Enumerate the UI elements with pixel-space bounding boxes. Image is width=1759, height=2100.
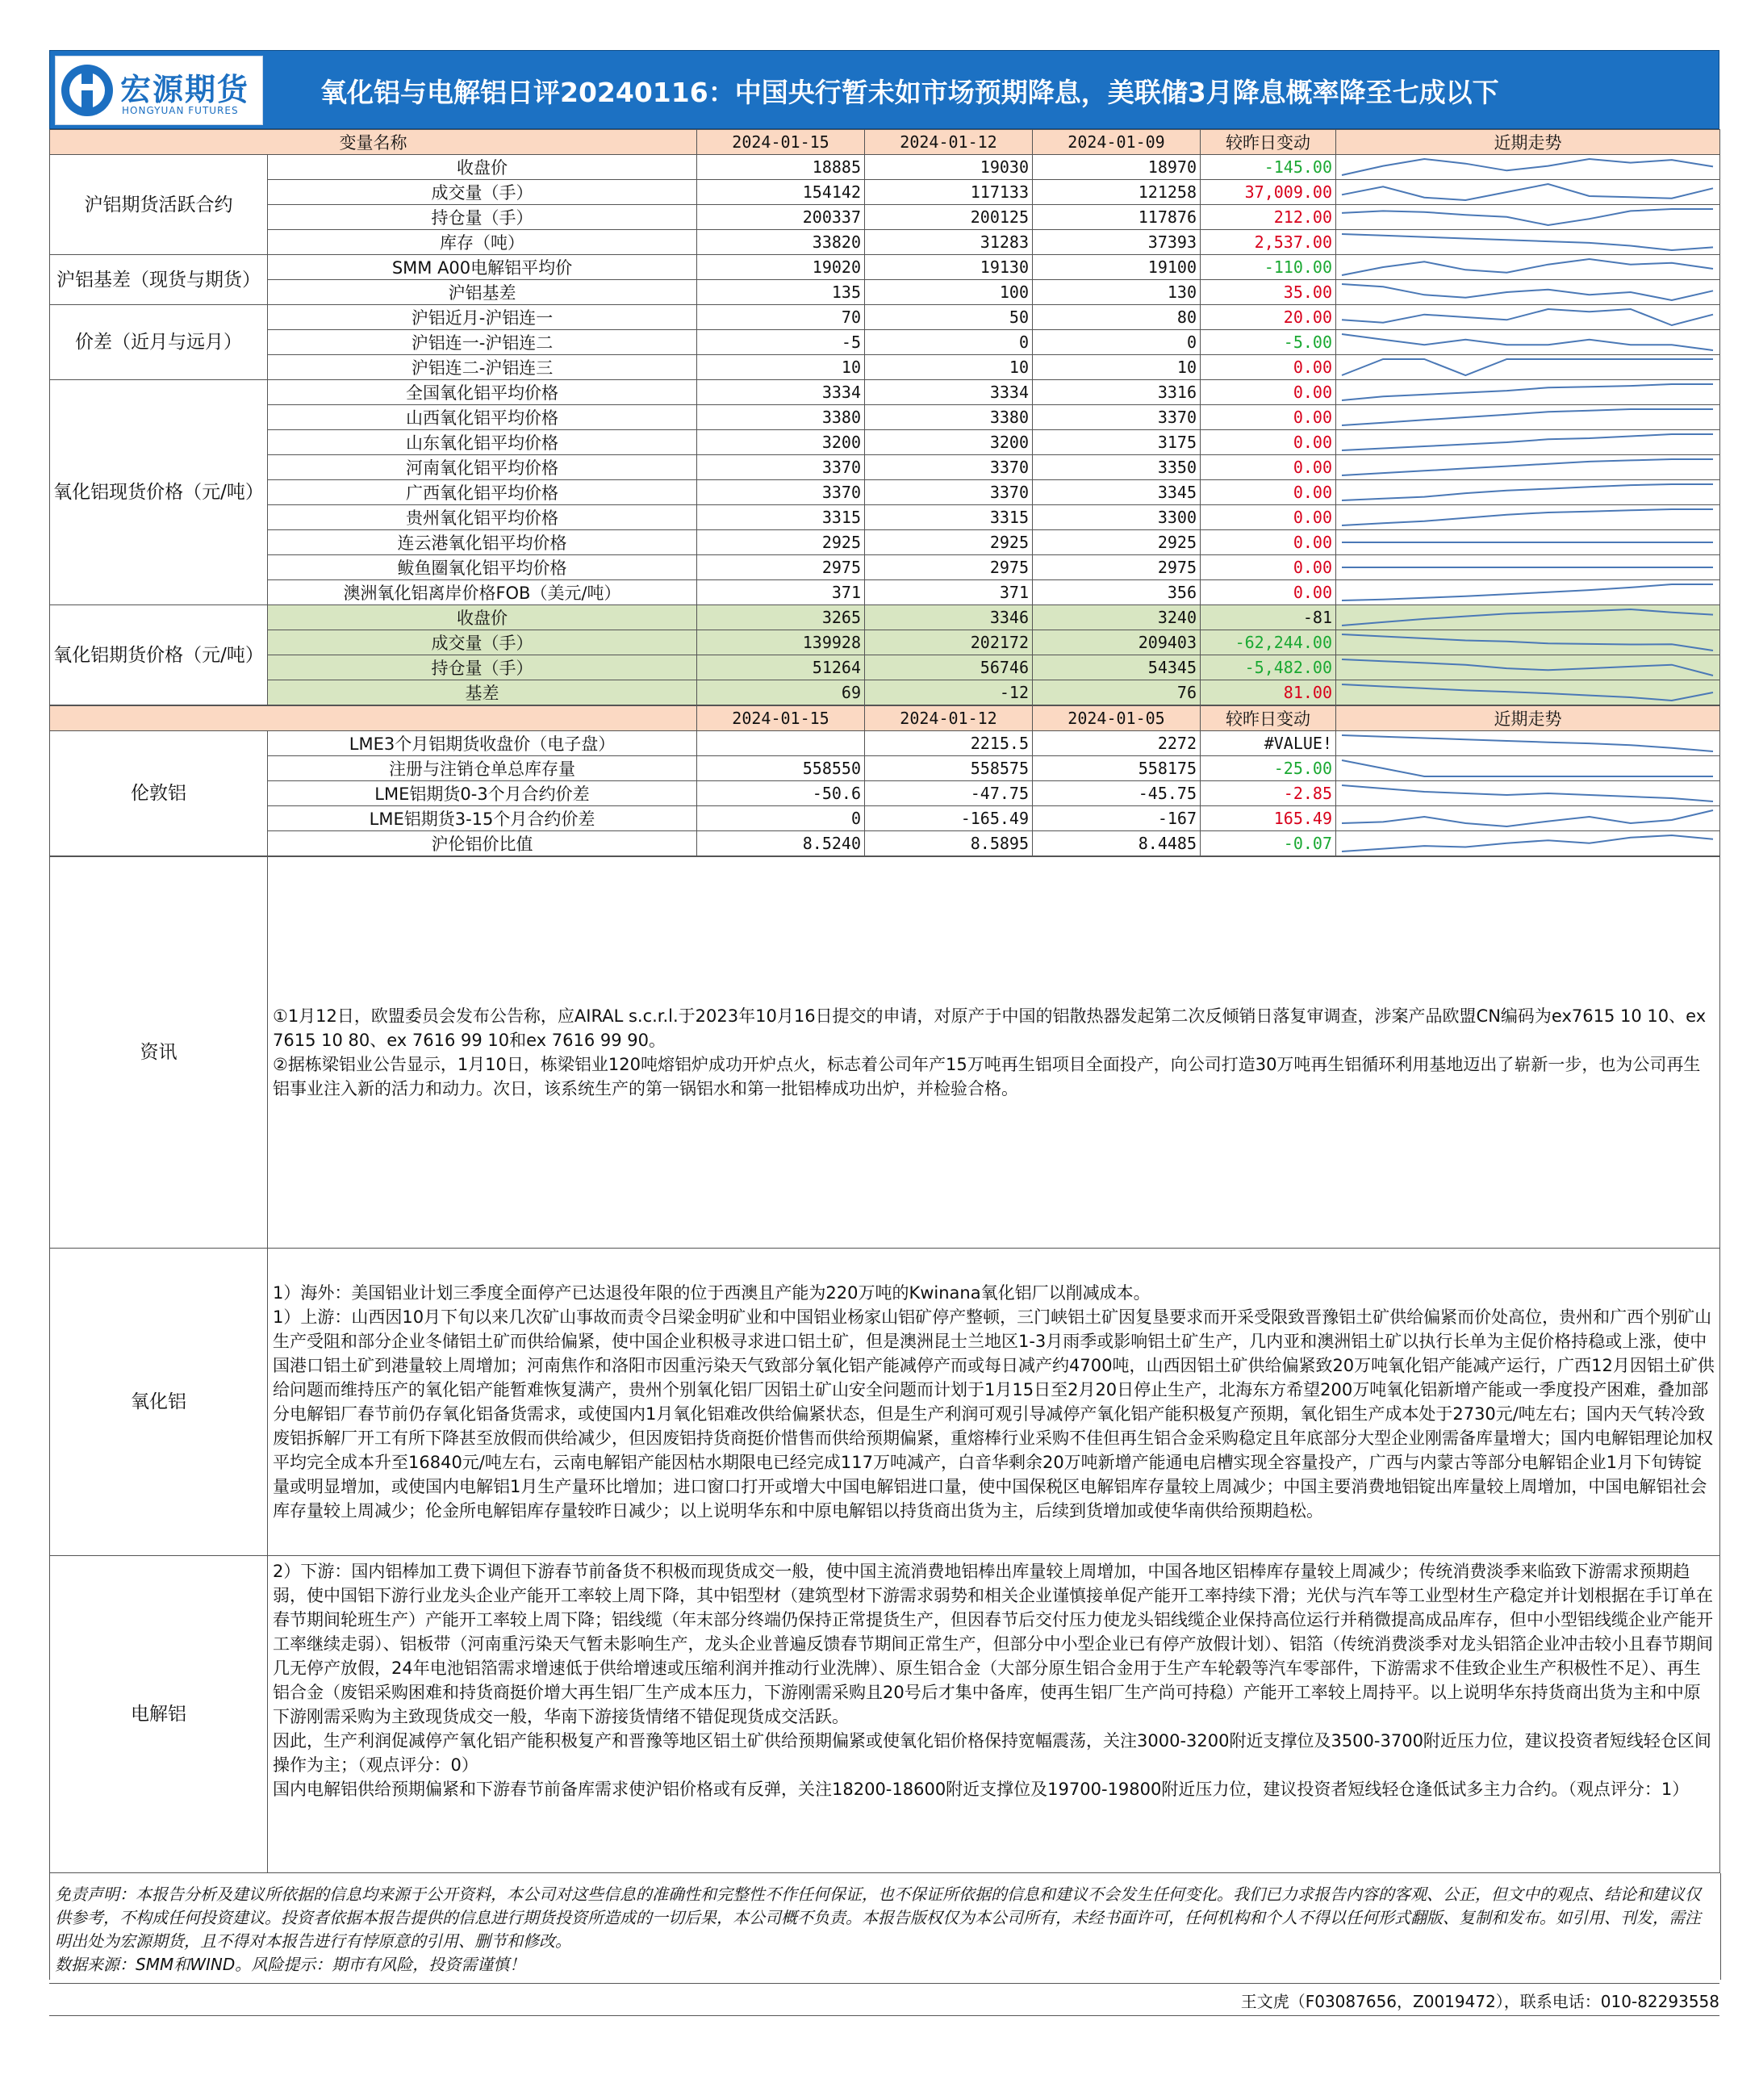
disclaimer [49, 1873, 1721, 1980]
lme-header-date-1: 2024-01-15 [697, 706, 865, 731]
sparkline [1339, 482, 1715, 503]
trend-cell [1336, 630, 1720, 655]
london-aluminium-table [49, 705, 1720, 856]
value-date-1-cell [697, 731, 865, 756]
trend-cell [1336, 530, 1720, 555]
variable-name-cell: LME铝期货3-15个月合约价差 [268, 806, 697, 831]
change-cell: 35.00 [1201, 280, 1336, 305]
sparkline [1339, 808, 1715, 829]
data-source-text: 数据来源：SMM和WIND。风险提示：期市有风险，投资需谨慎！ [55, 1955, 526, 1974]
value-date-1-cell: 3315 [697, 505, 865, 530]
trend-cell [1336, 430, 1720, 455]
value-date-3-cell: 3350 [1033, 455, 1201, 480]
variable-name-cell: 贵州氧化铝平均价格 [268, 505, 697, 530]
table-row [50, 155, 1720, 180]
table-row [50, 205, 1720, 230]
value-date-1-cell: 18885 [697, 155, 865, 180]
sparkline [1339, 758, 1715, 779]
change-cell: -145.00 [1201, 155, 1336, 180]
table-row [50, 605, 1720, 630]
electrolytic-category: 电解铝 [50, 1556, 268, 1873]
sparkline [1339, 432, 1715, 453]
sparkline [1339, 407, 1715, 428]
value-date-2-cell: 2975 [865, 555, 1033, 580]
value-date-3-cell: 0 [1033, 330, 1201, 355]
lme-header-date-2: 2024-01-12 [865, 706, 1033, 731]
sparkline [1339, 257, 1715, 278]
trend-cell [1336, 305, 1720, 330]
value-date-2-cell: 19030 [865, 155, 1033, 180]
table-row [50, 305, 1720, 330]
table-row [50, 430, 1720, 455]
value-date-2-cell: 8.5895 [865, 831, 1033, 856]
variable-name-cell: 注册与注销仓单总库存量 [268, 756, 697, 781]
change-cell: -0.07 [1201, 831, 1336, 856]
electrolytic-conclusion-1: 因此，生产利润促减停产氧化铝产能积极复产和晋豫等地区铝土矿供给预期偏紧或使氧化铝价格保持宽幅震荡，关注3000-3200附近支撑位及3500-3700附近压力位，建议投资者短线轻仓区间操作为主；（观点评分：0） [273, 1731, 1711, 1775]
value-date-2-cell: 100 [865, 280, 1033, 305]
value-date-3-cell: 76 [1033, 680, 1201, 705]
change-cell: 0.00 [1201, 530, 1336, 555]
table-header-row [50, 130, 1720, 155]
category-cell: 氧化铝期货价格（元/吨） [50, 605, 268, 705]
variable-name-cell: 沪铝连一-沪铝连二 [268, 330, 697, 355]
variable-name-cell: 成交量（手） [268, 630, 697, 655]
sparkline [1339, 783, 1715, 804]
sparkline [1339, 632, 1715, 653]
table-row [50, 230, 1720, 255]
value-date-3-cell: 3240 [1033, 605, 1201, 630]
value-date-3-cell: 10 [1033, 355, 1201, 380]
sparkline-path [1342, 234, 1713, 250]
sparkline-path [1342, 484, 1713, 500]
sparkline [1339, 157, 1715, 178]
value-date-1-cell: 0 [697, 806, 865, 831]
sparkline-path [1342, 334, 1713, 350]
table-row [50, 580, 1720, 605]
change-cell: 0.00 [1201, 480, 1336, 505]
sparkline [1339, 182, 1715, 203]
sparkline-path [1342, 159, 1713, 175]
value-date-2-cell: 117133 [865, 180, 1033, 205]
trend-cell [1336, 355, 1720, 380]
value-date-3-cell: 18970 [1033, 155, 1201, 180]
header-date-2: 2024-01-12 [865, 130, 1033, 155]
alumina-category: 氧化铝 [50, 1249, 268, 1556]
value-date-1-cell: -50.6 [697, 781, 865, 806]
value-date-1-cell: 10 [697, 355, 865, 380]
trend-cell [1336, 680, 1720, 705]
sparkline [1339, 582, 1715, 603]
value-date-3-cell: 19100 [1033, 255, 1201, 280]
alumina-upstream: 1）上游：山西因10月下旬以来几次矿山事故而责令吕梁金明矿业和中国铝业杨家山铝矿停产整顿，三门峡铝土矿因复垦要求而开采受限致晋豫铝土矿供给偏紧而价处高位，贵州和广西个别矿山生产受阻和部分企业冬储铝土矿而供给偏紧，使中国企业积极寻求进口铝土矿，但是澳洲昆士兰地区1-3月雨季或影响铝土矿生产，几内亚和澳洲铝土矿以执行长单为主促价格持稳或上涨，使中国港口铝土矿到港量较上周增加；河南焦作和洛阳市因重污染天气致部分氧化铝产能减停产而或每日减产约4700吨，山西因铝土矿供给偏紧致20万吨氧化铝产能减产运行，广西12月因铝土矿供给问题而维持压产的氧化铝产能暂难恢复满产，贵州个别氧化铝厂因铝土矿山安全问题而计划于1月15日至2月20日停止生产，北海东方希望200万吨氧化铝新增产能或一季度投产困难，叠加部分电解铝厂春节前仍存氧化铝备货需求，或使国内1月氧化铝难改供给偏紧状态，但是生产利润可观引导减停产氧化铝产能积极复产预期，氧化铝生产成本处于2730元/吨左右；国内天气转冷致废铝拆解厂开工有所下降甚至放假而供给减少，但因废铝持货商挺价惜售而供给预期偏紧，重熔棒行业采购不佳但再生铝合金采购稳定且年底部分大型企业刚需备库量增大；国内电解铝理论加权平均完全成本升至16840元/吨左右，云南电解铝产能因枯水期限电已经完成117万吨减产，白音华剩余20万吨新增产能通电启槽实现全容量投产，广西与内蒙古等部分电解铝企业1月下旬铸锭量或明显增加，或使国内电解铝1月生产量环比增加；进口窗口打开或增大中国电解铝进口量，使中国保税区电解铝库存量较上周减少；中国主要消费地铝锭出库量较上周增加，中国电解铝社会库存量较上周减少；伦金所电解铝库存量较昨日减少；以上说明华东和中原电解铝以持货商出货为主，后续到货增加或使华南供给预期趋松。 [273, 1307, 1715, 1521]
change-cell: 0.00 [1201, 555, 1336, 580]
trend-cell [1336, 280, 1720, 305]
trend-cell [1336, 330, 1720, 355]
change-cell: 0.00 [1201, 355, 1336, 380]
value-date-3-cell: 2975 [1033, 555, 1201, 580]
change-cell: -2.85 [1201, 781, 1336, 806]
value-date-2-cell: 3380 [865, 405, 1033, 430]
variable-name-cell: 库存（吨） [268, 230, 697, 255]
change-cell: -110.00 [1201, 255, 1336, 280]
change-cell: 81.00 [1201, 680, 1336, 705]
sparkline-path [1342, 359, 1713, 375]
table-row [50, 806, 1720, 831]
header-variable-name: 变量名称 [50, 130, 697, 155]
header-change: 较昨日变动 [1201, 130, 1336, 155]
sparkline-path [1342, 509, 1713, 525]
value-date-2-cell: 2925 [865, 530, 1033, 555]
value-date-1-cell: 3265 [697, 605, 865, 630]
lme-header-change: 较昨日变动 [1201, 706, 1336, 731]
electrolytic-downstream: 2）下游：国内铝棒加工费下调但下游春节前备货不积极而现货成交一般，使中国主流消费地铝棒出库量较上周增加，中国各地区铝棒库存量较上周减少；传统消费淡季来临致下游需求预期趋弱，使中国铝下游行业龙头企业产能开工率较上周下降，其中铝型材（建筑型材下游需求弱势和相关企业谨慎接单促产能开工率持续下滑；光伏与汽车等工业型材生产稳定并计划根据在手订单在春节期间轮班生产）产能开工率较上周下降；铝线缆（年末部分终端仍保持正常提货生产，但因春节后交付压力使龙头铝线缆企业保持高位运行并稍微提高成品库存，但中小型铝线缆企业产能开工率继续走弱）、铝板带（河南重污染天气暂未影响生产，龙头企业普遍反馈春节期间正常生产，但部分中小型企业已有停产放假计划）、铝箔（传统消费淡季对龙头铝箔企业冲击较小且春节期间几无停产放假，24年电池铝箔需求增速低于供给增速或压缩利润并推动行业洗牌）、原生铝合金（大部分原生铝合金用于生产车轮毂等汽车零部件，下游需求不佳致企业生产积极性不足）、再生铝合金（废铝采购困难和持货商挺价增大再生铝厂生产成本压力，下游刚需采购且20号后才集中备库，使再生铝厂生产尚可持稳）产能开工率较上周持平。以上说明华东持货商出货为主和中原下游刚需采购为主致现货成交一般，华南下游接货情绪不错促现货成交活跃。 [273, 1562, 1713, 1726]
variable-name-cell: 收盘价 [268, 155, 697, 180]
value-date-3-cell: -45.75 [1033, 781, 1201, 806]
change-cell: #VALUE! [1201, 731, 1336, 756]
variable-name-cell: 基差 [268, 680, 697, 705]
table-row [50, 680, 1720, 705]
sparkline-path [1342, 209, 1713, 225]
change-cell: 212.00 [1201, 205, 1336, 230]
variable-name-cell: 山东氧化铝平均价格 [268, 430, 697, 455]
category-cell: 价差（近月与远月） [50, 305, 268, 380]
value-date-2-cell: 3315 [865, 505, 1033, 530]
sparkline-path [1342, 284, 1713, 300]
value-date-1-cell: 33820 [697, 230, 865, 255]
sparkline [1339, 307, 1715, 328]
trend-cell [1336, 781, 1720, 806]
value-date-2-cell: 558575 [865, 756, 1033, 781]
value-date-1-cell: 3200 [697, 430, 865, 455]
value-date-2-cell: 3200 [865, 430, 1033, 455]
value-date-2-cell: 202172 [865, 630, 1033, 655]
table-row [50, 756, 1720, 781]
value-date-3-cell: 558175 [1033, 756, 1201, 781]
variable-name-cell: 广西氧化铝平均价格 [268, 480, 697, 505]
electrolytic-content [268, 1556, 1720, 1873]
table-row [50, 630, 1720, 655]
value-date-3-cell: 54345 [1033, 655, 1201, 680]
value-date-1-cell: 51264 [697, 655, 865, 680]
news-item-1: ①1月12日，欧盟委员会发布公告称，应AIRAL s.c.r.l.于2023年10月16日提交的申请，对原产于中国的铝散热器发起第二次反倾销日落复审调查，涉案产品欧盟CN编码为ex7615 10 10、ex 7615 10 80、ex 7616 99 10和ex 7616 99 90。 [273, 1006, 1707, 1050]
variable-name-cell: 河南氧化铝平均价格 [268, 455, 697, 480]
trend-cell [1336, 756, 1720, 781]
trend-cell [1336, 806, 1720, 831]
sparkline [1339, 382, 1715, 403]
value-date-1-cell: 19020 [697, 255, 865, 280]
value-date-1-cell: 2975 [697, 555, 865, 580]
table-row [50, 330, 1720, 355]
sparkline [1339, 332, 1715, 353]
sparkline-path [1342, 760, 1713, 776]
value-date-1-cell: 135 [697, 280, 865, 305]
value-date-3-cell: 130 [1033, 280, 1201, 305]
value-date-3-cell: 3316 [1033, 380, 1201, 405]
value-date-1-cell: 2925 [697, 530, 865, 555]
table-row [50, 180, 1720, 205]
value-date-3-cell: 80 [1033, 305, 1201, 330]
value-date-3-cell: 3345 [1033, 480, 1201, 505]
value-date-2-cell: -165.49 [865, 806, 1033, 831]
value-date-1-cell: 3380 [697, 405, 865, 430]
value-date-1-cell: 558550 [697, 756, 865, 781]
variable-name-cell: 成交量（手） [268, 180, 697, 205]
variable-name-cell: 连云港氧化铝平均价格 [268, 530, 697, 555]
value-date-3-cell: 3300 [1033, 505, 1201, 530]
analyst-contact: 王文虎（F03087656，Z0019472），联系电话：010-82293558 [49, 1983, 1719, 2016]
header-trend: 近期走势 [1336, 130, 1720, 155]
table-row [50, 530, 1720, 555]
value-date-3-cell: 117876 [1033, 205, 1201, 230]
value-date-1-cell: 3370 [697, 455, 865, 480]
report-page [49, 50, 1719, 2016]
value-date-3-cell: 356 [1033, 580, 1201, 605]
change-cell: 165.49 [1201, 806, 1336, 831]
value-date-3-cell: 3175 [1033, 430, 1201, 455]
trend-cell [1336, 480, 1720, 505]
change-cell: 0.00 [1201, 505, 1336, 530]
change-cell: 0.00 [1201, 405, 1336, 430]
sparkline-path [1342, 609, 1713, 625]
change-cell: 0.00 [1201, 580, 1336, 605]
logo-name: 宏源期货 [120, 72, 250, 107]
value-date-1-cell: 8.5240 [697, 831, 865, 856]
variable-name-cell: 鲅鱼圈氧化铝平均价格 [268, 555, 697, 580]
news-category: 资讯 [50, 857, 268, 1249]
value-date-2-cell: 50 [865, 305, 1033, 330]
value-date-2-cell: 3370 [865, 480, 1033, 505]
sparkline [1339, 833, 1715, 854]
trend-cell [1336, 831, 1720, 856]
logo-subtitle: HONGYUAN FUTURES [122, 105, 239, 116]
lme-header-blank [50, 706, 697, 731]
alumina-row [50, 1249, 1720, 1556]
category-cell: 沪铝基差（现货与期货） [50, 255, 268, 305]
value-date-3-cell: 37393 [1033, 230, 1201, 255]
news-item-2: ②据栋梁铝业公告显示，1月10日，栋梁铝业120吨熔铝炉成功开炉点火，标志着公司年产15万吨再生铝项目全面投产，向公司打造30万吨再生铝循环利用基地迈出了崭新一步，也为公司再生铝事业注入新的活力和动力。次日，该系统生产的第一锅铝水和第一批铝棒成功出炉，并检验合格。 [273, 1055, 1701, 1098]
table-row [50, 831, 1720, 856]
sparkline-path [1342, 584, 1713, 600]
value-date-2-cell: 200125 [865, 205, 1033, 230]
sparkline-path [1342, 384, 1713, 400]
header-date-1: 2024-01-15 [697, 130, 865, 155]
variable-name-cell: 沪铝连二-沪铝连三 [268, 355, 697, 380]
value-date-2-cell: 3370 [865, 455, 1033, 480]
sparkline [1339, 457, 1715, 478]
sparkline [1339, 607, 1715, 628]
table-row [50, 555, 1720, 580]
trend-cell [1336, 655, 1720, 680]
variable-name-cell: 澳洲氧化铝离岸价格FOB（美元/吨） [268, 580, 697, 605]
sparkline-path [1342, 835, 1713, 851]
change-cell: -25.00 [1201, 756, 1336, 781]
trend-cell [1336, 731, 1720, 756]
sparkline-path [1342, 184, 1713, 200]
value-date-1-cell: 3334 [697, 380, 865, 405]
value-date-3-cell: 8.4485 [1033, 831, 1201, 856]
change-cell: 20.00 [1201, 305, 1336, 330]
news-content [268, 857, 1720, 1249]
company-logo [55, 56, 263, 125]
value-date-1-cell: 154142 [697, 180, 865, 205]
report-title: 氧化铝与电解铝日评20240116：中国央行暂未如市场预期降息，美联储3月降息概率降至七成以下 [320, 77, 1499, 108]
variable-name-cell: 沪伦铝价比值 [268, 831, 697, 856]
sparkline [1339, 532, 1715, 553]
value-date-2-cell: -47.75 [865, 781, 1033, 806]
sparkline [1339, 282, 1715, 303]
value-date-1-cell: 70 [697, 305, 865, 330]
value-date-2-cell: 19130 [865, 255, 1033, 280]
value-date-2-cell: 56746 [865, 655, 1033, 680]
change-cell: -81 [1201, 605, 1336, 630]
table-row [50, 280, 1720, 305]
trend-cell [1336, 155, 1720, 180]
category-cell: 伦敦铝 [50, 731, 268, 856]
change-cell: 0.00 [1201, 455, 1336, 480]
variable-name-cell: LME铝期货0-3个月合约价差 [268, 781, 697, 806]
trend-cell [1336, 505, 1720, 530]
value-date-2-cell: 3334 [865, 380, 1033, 405]
table-row [50, 405, 1720, 430]
sparkline-path [1342, 434, 1713, 450]
value-date-2-cell: 10 [865, 355, 1033, 380]
table-row [50, 255, 1720, 280]
sparkline-path [1342, 735, 1713, 751]
sparkline-path [1342, 785, 1713, 801]
change-cell: 37,009.00 [1201, 180, 1336, 205]
lme-header-trend: 近期走势 [1336, 706, 1720, 731]
value-date-3-cell: 121258 [1033, 180, 1201, 205]
value-date-2-cell: -12 [865, 680, 1033, 705]
disclaimer-text: 免责声明：本报告分析及建议所依据的信息均来源于公开资料，本公司对这些信息的准确性和完整性不作任何保证，也不保证所依据的信息和建议不会发生任何变化。我们已力求报告内容的客观、公正，但文中的观点、结论和建议仅供参考，不构成任何投资建议。投资者依据本报告提供的信息进行期货投资所造成的一切后果，本公司概不负责。本报告版权仅为本公司所有，未经书面许可，任何机构和个人不得以任何形式翻版、复制和发布。如引用、刊发，需注明出处为宏源期货，且不得对本报告进行有悖原意的引用、删节和修改。 [55, 1885, 1701, 1951]
electrolytic-conclusion-2: 国内电解铝供给预期偏紧和下游春节前备库需求使沪铝价格或有反弹，关注18200-18600附近支撑位及19700-19800附近压力位，建议投资者短线轻仓逢低试多主力合约。（观点评分：1） [273, 1780, 1690, 1799]
table-row [50, 781, 1720, 806]
change-cell: -5.00 [1201, 330, 1336, 355]
value-date-3-cell: 2925 [1033, 530, 1201, 555]
logo-emblem-icon [59, 60, 115, 121]
table-row [50, 505, 1720, 530]
sparkline-path [1342, 634, 1713, 650]
variable-name-cell: LME3个月铝期货收盘价（电子盘） [268, 731, 697, 756]
sparkline [1339, 232, 1715, 253]
trend-cell [1336, 555, 1720, 580]
value-date-2-cell: 371 [865, 580, 1033, 605]
sparkline-path [1342, 810, 1713, 826]
value-date-1-cell: 200337 [697, 205, 865, 230]
sparkline [1339, 733, 1715, 754]
commentary-table [49, 856, 1720, 1873]
sparkline-path [1342, 309, 1713, 325]
sparkline-path [1342, 684, 1713, 701]
trend-cell [1336, 455, 1720, 480]
value-date-2-cell: 3346 [865, 605, 1033, 630]
header-date-3: 2024-01-09 [1033, 130, 1201, 155]
sparkline [1339, 657, 1715, 678]
table-row [50, 455, 1720, 480]
report-banner [49, 50, 1719, 129]
variable-name-cell: 持仓量（手） [268, 655, 697, 680]
table-row [50, 480, 1720, 505]
trend-cell [1336, 255, 1720, 280]
sparkline [1339, 507, 1715, 528]
sparkline [1339, 557, 1715, 578]
alumina-content [268, 1249, 1720, 1556]
trend-cell [1336, 605, 1720, 630]
value-date-2-cell: 2215.5 [865, 731, 1033, 756]
news-row [50, 857, 1720, 1249]
lme-header-row [50, 706, 1720, 731]
value-date-3-cell: -167 [1033, 806, 1201, 831]
sparkline [1339, 207, 1715, 228]
trend-cell [1336, 405, 1720, 430]
change-cell: 0.00 [1201, 430, 1336, 455]
trend-cell [1336, 580, 1720, 605]
value-date-2-cell: 0 [865, 330, 1033, 355]
category-cell: 沪铝期货活跃合约 [50, 155, 268, 255]
value-date-3-cell: 2272 [1033, 731, 1201, 756]
trend-cell [1336, 180, 1720, 205]
variable-name-cell: 持仓量（手） [268, 205, 697, 230]
trend-cell [1336, 205, 1720, 230]
change-cell: 2,537.00 [1201, 230, 1336, 255]
change-cell: -62,244.00 [1201, 630, 1336, 655]
trend-cell [1336, 380, 1720, 405]
category-cell: 氧化铝现货价格（元/吨） [50, 380, 268, 605]
value-date-1-cell: 139928 [697, 630, 865, 655]
table-row [50, 655, 1720, 680]
variable-name-cell: SMM A00电解铝平均价 [268, 255, 697, 280]
electrolytic-row [50, 1556, 1720, 1873]
variable-name-cell: 全国氧化铝平均价格 [268, 380, 697, 405]
table-row [50, 380, 1720, 405]
variable-name-cell: 收盘价 [268, 605, 697, 630]
sparkline-path [1342, 259, 1713, 275]
trend-cell [1336, 230, 1720, 255]
value-date-1-cell: -5 [697, 330, 865, 355]
lme-header-date-3: 2024-01-05 [1033, 706, 1201, 731]
sparkline [1339, 357, 1715, 378]
value-date-2-cell: 31283 [865, 230, 1033, 255]
change-cell: 0.00 [1201, 380, 1336, 405]
value-date-1-cell: 371 [697, 580, 865, 605]
alumina-overseas: 1）海外：美国铝业计划三季度全面停产已达退役年限的位于西澳且产能为220万吨的Kwinana氧化铝厂以削减成本。 [273, 1283, 1151, 1303]
value-date-3-cell: 209403 [1033, 630, 1201, 655]
variable-name-cell: 沪铝基差 [268, 280, 697, 305]
sparkline-path [1342, 459, 1713, 475]
value-date-1-cell: 69 [697, 680, 865, 705]
variable-name-cell: 山西氧化铝平均价格 [268, 405, 697, 430]
sparkline-path [1342, 409, 1713, 425]
sparkline-path [1342, 659, 1713, 676]
change-cell: -5,482.00 [1201, 655, 1336, 680]
sparkline [1339, 682, 1715, 703]
variable-name-cell: 沪铝近月-沪铝连一 [268, 305, 697, 330]
market-data-table [49, 129, 1720, 705]
value-date-1-cell: 3370 [697, 480, 865, 505]
table-row [50, 355, 1720, 380]
table-row [50, 731, 1720, 756]
value-date-3-cell: 3370 [1033, 405, 1201, 430]
